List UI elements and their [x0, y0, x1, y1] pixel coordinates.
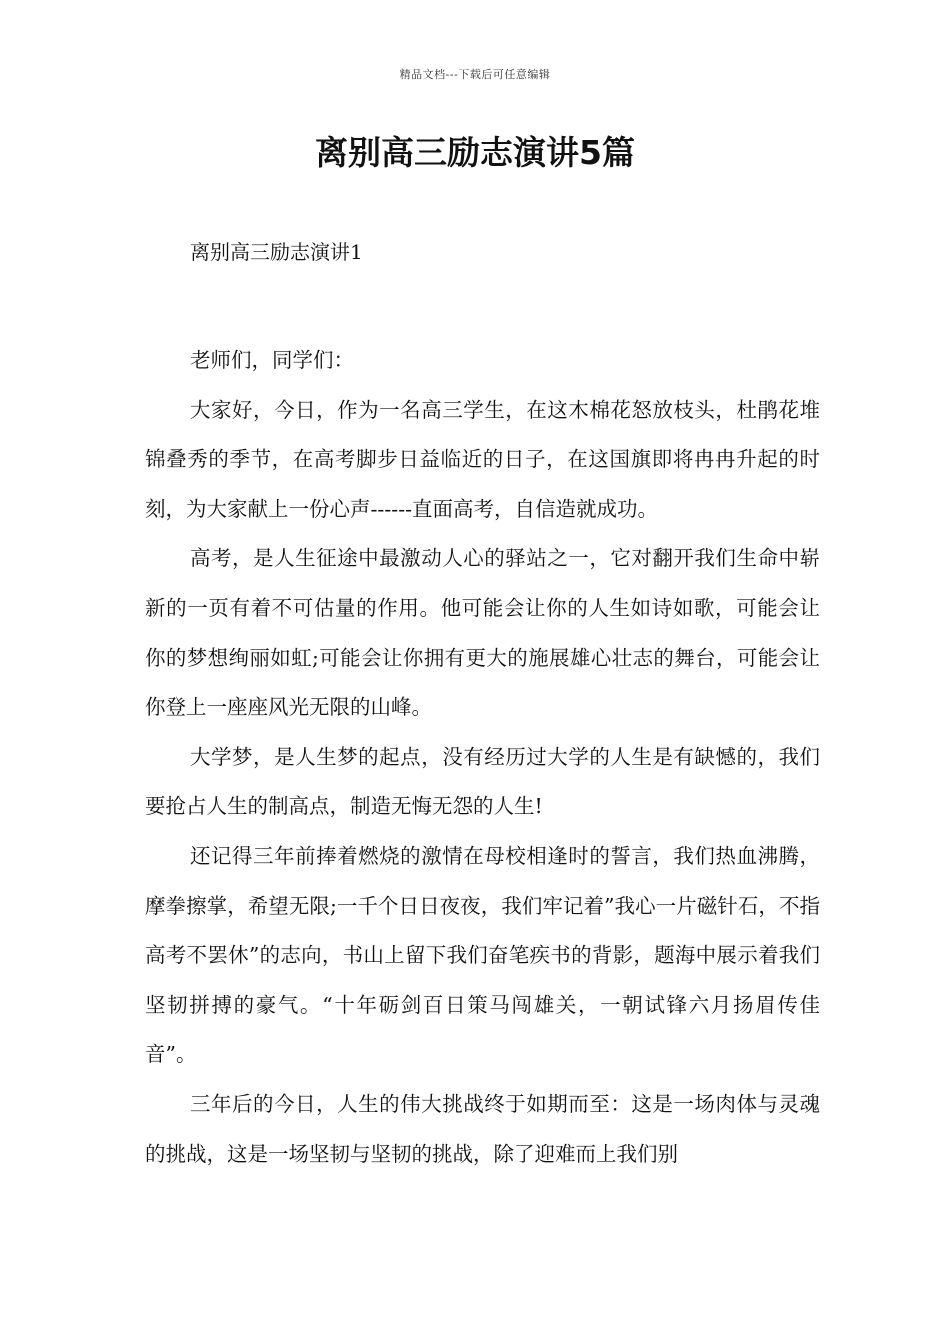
- paragraph: 还记得三年前捧着燃烧的激情在母校相逢时的誓言，我们热血沸腾，摩拳擦掌，希望无限;一千个日日夜夜，我们牢记着”我心一片磁针石，不指高考不罢休”的志向，书山上留下我们奋笔疾书的背影，题海中展示着我们坚韧拼搏的豪气。“十年砺剑百日策马闯雄关，一朝试锋六月扬眉传佳音”。: [145, 843, 820, 1067]
- paragraph: 大学梦，是人生梦的起点，没有经历过大学的人生是有缺憾的，我们要抢占人生的制高点，制造无悔无怨的人生!: [145, 744, 820, 819]
- paragraph: 大家好，今日，作为一名高三学生，在这木棉花怒放枝头，杜鹃花堆锦叠秀的季节，在高考脚步日益临近的日子，在这国旗即将冉冉升起的时刻，为大家献上一份心声------直面高考，自信造就成功。: [145, 397, 820, 521]
- section-heading: 离别高三励志演讲1: [190, 240, 363, 264]
- paragraph: 三年后的今日，人生的伟大挑战终于如期而至：这是一场肉体与灵魂的挑战，这是一场坚韧与坚韧的挑战，除了迎难而上我们别: [145, 1091, 820, 1166]
- body-text: [145, 336, 820, 1179]
- paragraph-salutation: 老师们，同学们：: [190, 348, 354, 372]
- document-title: 离别高三励志演讲5篇: [315, 133, 635, 172]
- header-note: 精品文档---下载后可任意编辑: [399, 68, 551, 81]
- paragraph: 高考，是人生征途中最激动人心的驿站之一，它对翻开我们生命中崭新的一页有着不可估量的作用。他可能会让你的人生如诗如歌，可能会让你的梦想绚丽如虹;可能会让你拥有更大的施展雄心壮志的舞台，可能会让你登上一座座风光无限的山峰。: [145, 546, 820, 720]
